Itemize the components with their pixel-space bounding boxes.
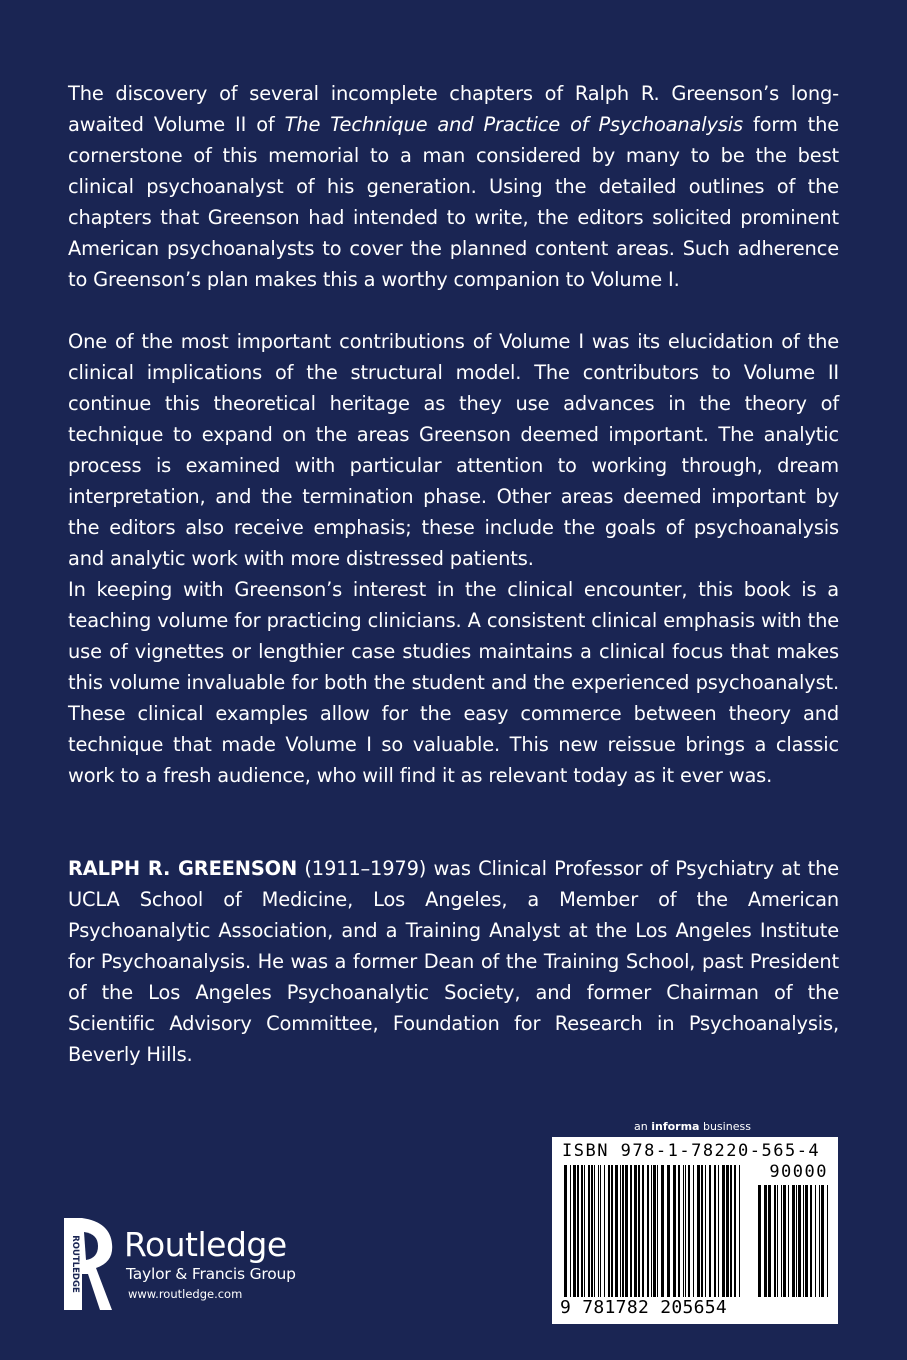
barcode-bar xyxy=(768,1185,771,1297)
barcode-bar xyxy=(651,1165,652,1297)
barcode-bar xyxy=(653,1165,656,1297)
barcode-bar xyxy=(803,1185,804,1297)
barcode-bar xyxy=(622,1165,624,1297)
routledge-logo-icon xyxy=(62,1218,118,1310)
barcode-bar xyxy=(615,1165,618,1297)
informa-brand: informa xyxy=(651,1120,700,1133)
barcode-bar xyxy=(625,1165,628,1297)
barcode-bar xyxy=(792,1185,795,1297)
barcode-bar xyxy=(730,1165,732,1297)
isbn-text: ISBN 978-1-78220-565-4 xyxy=(562,1141,821,1161)
barcode-bar xyxy=(796,1185,797,1297)
addon-barcode xyxy=(758,1185,828,1317)
barcode-bar xyxy=(598,1165,599,1297)
barcode-bar xyxy=(570,1165,571,1297)
description-paragraph-2 xyxy=(68,326,839,574)
barcode-bar xyxy=(611,1165,613,1297)
informa-suffix: business xyxy=(699,1120,751,1133)
barcode-bar xyxy=(581,1165,583,1297)
book-title: The Technique and Practice of Psychoanalysis xyxy=(284,113,743,136)
barcode-bar xyxy=(688,1165,690,1297)
description-paragraph-3 xyxy=(68,574,839,791)
barcode-bar xyxy=(661,1165,664,1297)
barcode-bar xyxy=(821,1185,824,1297)
barcode-bar xyxy=(810,1185,812,1297)
barcode-bar xyxy=(798,1185,801,1297)
barcode-bar xyxy=(734,1165,736,1297)
barcode-bar xyxy=(693,1165,694,1297)
publisher-name: Routledge xyxy=(124,1225,287,1264)
barcode-bar xyxy=(608,1165,610,1297)
ean-barcode xyxy=(564,1165,742,1297)
publisher-group: Taylor & Francis Group xyxy=(126,1265,296,1283)
description-paragraph-1 xyxy=(68,78,839,295)
barcode-bar xyxy=(678,1165,680,1297)
barcode-bar xyxy=(777,1185,778,1297)
informa-tagline xyxy=(634,1120,751,1133)
barcode-bar xyxy=(673,1165,676,1297)
barcode-bar xyxy=(564,1165,567,1297)
barcode-bar xyxy=(722,1165,725,1297)
barcode-bar xyxy=(685,1165,686,1297)
barcode-bar xyxy=(805,1185,808,1297)
barcode-bar xyxy=(634,1165,637,1297)
informa-prefix: an xyxy=(634,1120,652,1133)
barcode-bar xyxy=(764,1185,767,1297)
barcode-bar xyxy=(697,1165,700,1297)
author-bio-text: (1911–1979) was Clinical Professor of Psychiatry at the UCLA School of Medicine, Los Angeles, a Member of the American Psychoanalytic Association, and a Training Analyst at the Los Angeles Institute for Psychoanalysis. He was a former Dean of the Training School, past President of the Los Angeles Psychoanalytic Society, and former Chairman of the Scientific Advisory Committee, Foundation for Research in Psychoanalysis, Beverly Hills. xyxy=(68,857,839,1066)
barcode-bar xyxy=(705,1165,706,1297)
barcode-bar xyxy=(620,1165,621,1297)
barcode-bar xyxy=(758,1185,761,1297)
routledge-vertical-text: ROUTLEDGE xyxy=(70,1235,80,1293)
barcode-bar xyxy=(604,1165,605,1297)
barcode-bar xyxy=(588,1165,590,1297)
barcode-bar xyxy=(600,1165,601,1297)
barcode-bar xyxy=(657,1165,658,1297)
barcode-bar xyxy=(630,1165,632,1297)
barcode-box xyxy=(552,1137,838,1324)
barcode-bar xyxy=(591,1165,593,1297)
p1-text-b: form the cornerstone of this memorial to a man considered by many to be the best clinical psychoanalyst of his generation. Using the detailed outlines of the chapters that Greenson had intended to write, the editors solicited prominent American psychoanalysts to cover the planned content areas. Such adherence to Greenson’s plan makes this a worthy companion to Volume I. xyxy=(68,113,839,291)
barcode-bar xyxy=(647,1165,649,1297)
barcode-bar xyxy=(594,1165,595,1297)
ean-number: 9 781782 205654 xyxy=(560,1297,728,1318)
barcode-addon-number: 90000 xyxy=(769,1162,828,1182)
p2-text: One of the most important contributions of Volume I was its elucidation of the clinical implications of the structural model. The contributors to Volume II continue this theoretical heritage as they use advances in the theory of technique to expand on the areas Greenson deemed important. The analytic process is examined with particular attention to working through, dream interpretation, and the termination phase. Other areas deemed important by the editors also receive emphasis; these include the goals of psychoanalysis and analytic work with more distressed patients. xyxy=(68,330,839,570)
barcode-bar xyxy=(573,1165,576,1297)
barcode-bar xyxy=(827,1185,828,1297)
barcode-bar xyxy=(718,1165,719,1297)
barcode-bar xyxy=(788,1185,789,1297)
barcode-bar xyxy=(783,1185,786,1297)
barcode-bar xyxy=(739,1165,740,1297)
publisher-url: www.routledge.com xyxy=(128,1287,243,1301)
barcode-bar xyxy=(642,1165,644,1297)
barcode-bar xyxy=(709,1165,711,1297)
barcode-bar xyxy=(577,1165,579,1297)
barcode-bar xyxy=(774,1185,776,1297)
barcode-bar xyxy=(584,1165,585,1297)
barcode-bar xyxy=(819,1185,820,1297)
barcode-bar xyxy=(726,1165,729,1297)
barcode-bar xyxy=(683,1165,684,1297)
barcode-bar xyxy=(815,1185,816,1297)
p1-text-a: The discovery of several incomplete chapters of Ralph R. Greenson’s long-awaited Volume II of xyxy=(68,82,839,136)
barcode-bar xyxy=(714,1165,716,1297)
barcode-bar xyxy=(638,1165,640,1297)
p3-text: In keeping with Greenson’s interest in the clinical encounter, this book is a teaching volume for practicing clinicians. A consistent clinical emphasis with the use of vignettes or lengthier case studies maintains a clinical focus that makes this volume invaluable for both the student and the experienced psychoanalyst. These clinical examples allow for the easy commerce between theory and technique that made Volume I so valuable. This new reissue brings a classic work to a fresh audience, who will find it as relevant today as it ever was. xyxy=(68,578,839,787)
barcode-bar xyxy=(701,1165,703,1297)
barcode-bar xyxy=(781,1185,782,1297)
author-bio xyxy=(68,853,839,1070)
barcode-bar xyxy=(667,1165,670,1297)
author-name: RALPH R. GREENSON xyxy=(68,857,298,880)
